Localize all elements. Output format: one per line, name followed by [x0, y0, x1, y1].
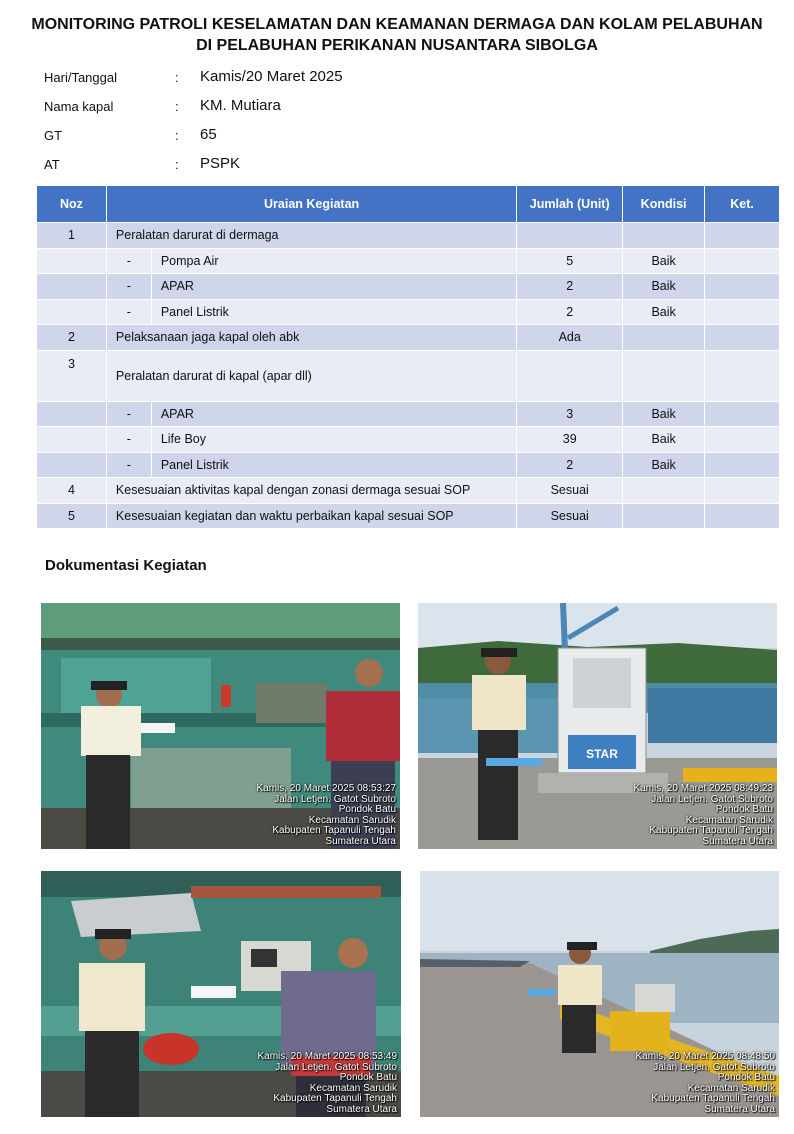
info-label: GT	[44, 128, 63, 143]
timestamp-line: Jalan Letjen. Gatot Subroto	[651, 793, 773, 805]
cell-no: 4	[37, 478, 107, 504]
timestamp-line: Kabupaten Tapanuli Tengah	[649, 825, 773, 836]
info-value: Kamis/20 Maret 2025	[200, 68, 343, 85]
photo-timestamp	[635, 1052, 775, 1115]
timestamp-line: Kecamatan Sarudik	[309, 1082, 397, 1094]
cell-item: Pompa Air	[151, 248, 516, 274]
cell-jumlah	[517, 350, 623, 401]
cell-ket	[705, 452, 780, 478]
documentation-photo-3	[41, 871, 401, 1117]
timestamp-line: Kabupaten Tapanuli Tengah	[272, 825, 396, 836]
cell-uraian: Peralatan darurat di kapal (apar dll)	[106, 350, 516, 401]
cell-no	[37, 299, 107, 325]
cell-dash: -	[106, 299, 151, 325]
cell-ket	[705, 274, 780, 300]
cell-dash: -	[106, 427, 151, 453]
photo-timestamp	[256, 784, 396, 847]
timestamp-line: Kecamatan Sarudik	[308, 814, 396, 826]
page-title	[20, 14, 774, 56]
cell-item: APAR	[151, 401, 516, 427]
timestamp-line: Sumatera Utara	[325, 835, 396, 847]
timestamp-line: Jalan Letjen. Gatot Subroto	[653, 1061, 775, 1073]
table-row	[37, 401, 780, 427]
cell-ket	[705, 299, 780, 325]
info-value: 65	[200, 126, 217, 143]
photo-timestamp	[633, 784, 773, 847]
documentation-photo-4	[420, 871, 779, 1117]
cell-kondisi	[623, 350, 705, 401]
info-value: KM. Mutiara	[200, 97, 281, 114]
table-row	[37, 325, 780, 351]
cell-uraian: Kesesuaian aktivitas kapal dengan zonasi dermaga sesuai SOP	[106, 478, 516, 504]
cell-jumlah	[517, 223, 623, 249]
info-colon: :	[175, 99, 179, 114]
cell-no	[37, 248, 107, 274]
cell-no: 2	[37, 325, 107, 351]
info-label: AT	[44, 157, 60, 172]
timestamp-line: Kamis, 20 Maret 2025 08:53:49	[257, 1051, 397, 1062]
cell-jumlah: 2	[517, 274, 623, 300]
cell-ket	[705, 427, 780, 453]
cell-kondisi: Baik	[623, 427, 705, 453]
kegiatan-table	[36, 185, 780, 529]
cell-kondisi: Baik	[623, 452, 705, 478]
timestamp-line: Pondok Batu	[715, 804, 773, 815]
timestamp-line: Jalan Letjen. Gatot Subroto	[275, 1061, 397, 1073]
cell-no	[37, 452, 107, 478]
cell-jumlah: Sesuai	[517, 503, 623, 529]
table-row	[37, 299, 780, 325]
header-uraian: Uraian Kegiatan	[106, 186, 516, 223]
cell-no: 5	[37, 503, 107, 529]
title-line-1: MONITORING PATROLI KESELAMATAN DAN KEAMANAN DERMAGA DAN KOLAM PELABUHAN	[31, 16, 763, 33]
cell-item: APAR	[151, 274, 516, 300]
info-colon: :	[175, 157, 179, 172]
cell-item: Panel Listrik	[151, 299, 516, 325]
table-row	[37, 350, 780, 401]
cell-kondisi	[623, 325, 705, 351]
table-row	[37, 223, 780, 249]
cell-uraian: Peralatan darurat di dermaga	[106, 223, 516, 249]
cell-jumlah: 5	[517, 248, 623, 274]
cell-kondisi	[623, 478, 705, 504]
table-row	[37, 248, 780, 274]
cell-ket	[705, 350, 780, 401]
info-value: PSPK	[200, 155, 241, 172]
timestamp-line: Kabupaten Tapanuli Tengah	[273, 1093, 397, 1104]
documentation-photo-1	[41, 603, 400, 849]
star-sign-text: STAR	[586, 747, 618, 761]
cell-dash: -	[106, 248, 151, 274]
title-line-2: DI PELABUHAN PERIKANAN NUSANTARA SIBOLGA	[196, 37, 598, 54]
info-label: Nama kapal	[44, 99, 114, 114]
cell-jumlah: 2	[517, 299, 623, 325]
info-colon: :	[175, 70, 179, 85]
documentation-title: Dokumentasi Kegiatan	[45, 557, 207, 574]
cell-kondisi: Baik	[623, 274, 705, 300]
timestamp-line: Sumatera Utara	[326, 1103, 397, 1115]
table-row	[37, 478, 780, 504]
header-ket: Ket.	[705, 186, 780, 223]
cell-ket	[705, 401, 780, 427]
timestamp-line: Pondok Batu	[717, 1072, 775, 1083]
table-row	[37, 503, 780, 529]
timestamp-line: Jalan Letjen. Gatot Subroto	[274, 793, 396, 805]
cell-jumlah: 3	[517, 401, 623, 427]
info-colon: :	[175, 128, 179, 143]
table-row	[37, 427, 780, 453]
cell-no	[37, 401, 107, 427]
cell-kondisi	[623, 503, 705, 529]
cell-dash: -	[106, 401, 151, 427]
cell-ket	[705, 248, 780, 274]
header-jumlah: Jumlah (Unit)	[517, 186, 623, 223]
timestamp-line: Sumatera Utara	[702, 835, 773, 847]
timestamp-line: Sumatera Utara	[704, 1103, 775, 1115]
timestamp-line: Kamis, 20 Maret 2025 08:53:27	[256, 783, 396, 794]
info-label: Hari/Tanggal	[44, 70, 117, 85]
cell-uraian: Kesesuaian kegiatan dan waktu perbaikan kapal sesuai SOP	[106, 503, 516, 529]
cell-ket	[705, 223, 780, 249]
cell-kondisi: Baik	[623, 401, 705, 427]
cell-no	[37, 427, 107, 453]
cell-jumlah: Sesuai	[517, 478, 623, 504]
cell-ket	[705, 503, 780, 529]
documentation-photo-2	[418, 603, 777, 849]
header-no: Noz	[37, 186, 107, 223]
cell-jumlah: 2	[517, 452, 623, 478]
timestamp-line: Pondok Batu	[339, 1072, 397, 1083]
cell-jumlah: Ada	[517, 325, 623, 351]
photo-timestamp	[257, 1052, 397, 1115]
cell-item: Life Boy	[151, 427, 516, 453]
table-row	[37, 274, 780, 300]
cell-jumlah: 39	[517, 427, 623, 453]
cell-uraian: Pelaksanaan jaga kapal oleh abk	[106, 325, 516, 351]
cell-item: Panel Listrik	[151, 452, 516, 478]
table-header-row	[37, 186, 780, 223]
cell-kondisi: Baik	[623, 299, 705, 325]
timestamp-line: Kabupaten Tapanuli Tengah	[651, 1093, 775, 1104]
cell-kondisi: Baik	[623, 248, 705, 274]
cell-ket	[705, 325, 780, 351]
table-row	[37, 452, 780, 478]
timestamp-line: Kamis, 20 Maret 2025 08:48:50	[635, 1051, 775, 1062]
cell-kondisi	[623, 223, 705, 249]
timestamp-line: Kamis, 20 Maret 2025 08:49:23	[633, 783, 773, 794]
timestamp-line: Pondok Batu	[338, 804, 396, 815]
cell-dash: -	[106, 274, 151, 300]
timestamp-line: Kecamatan Sarudik	[685, 814, 773, 826]
cell-no	[37, 274, 107, 300]
cell-dash: -	[106, 452, 151, 478]
timestamp-line: Kecamatan Sarudik	[687, 1082, 775, 1094]
cell-no: 3	[37, 350, 107, 401]
cell-no: 1	[37, 223, 107, 249]
header-kondisi: Kondisi	[623, 186, 705, 223]
cell-ket	[705, 478, 780, 504]
